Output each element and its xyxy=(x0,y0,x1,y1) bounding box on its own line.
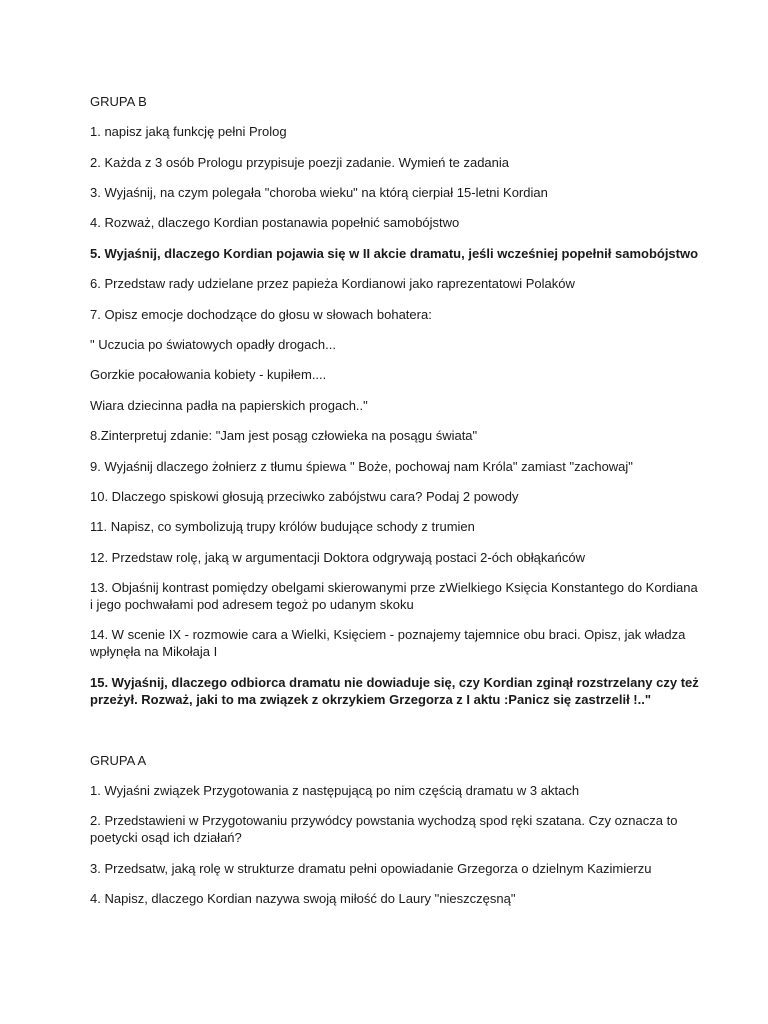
group-a-question-1: 1. Wyjaśni związek Przygotowania z następującą po nim częścią dramatu w 3 aktach xyxy=(90,783,580,798)
group-b-question-13-line-1: 13. Objaśnij kontrast pomiędzy obelgami skierowanymi prze zWielkiego Księcia Konstantego do Kordiana xyxy=(90,580,698,595)
group-b-question-9: 9. Wyjaśnij dlaczego żołnierz z tłumu śpiewa " Boże, pochowaj nam Króla" zamiast "zachowaj" xyxy=(90,459,633,474)
group-b-question-13-line-2: i jego pochwałami pod adresem tegoż po udanym skoku xyxy=(90,597,414,612)
group-a-heading: GRUPA A xyxy=(90,753,147,768)
group-b-question-2: 2. Każda z 3 osób Prologu przypisuje poezji zadanie. Wymień te zadania xyxy=(90,155,510,170)
group-b-question-12: 12. Przedstaw rolę, jaką w argumentacji Doktora odgrywają postaci 2-óch obłąkańców xyxy=(90,550,585,565)
group-b-question-11: 11. Napisz, co symbolizują trupy królów budujące schody z trumien xyxy=(90,519,475,534)
group-b-quote-line-1: " Uczucia po światowych opadły drogach... xyxy=(90,337,336,352)
group-b-question-6: 6. Przedstaw rady udzielane przez papieża Kordianowi jako raprezentatowi Polaków xyxy=(90,276,575,291)
group-b-quote-line-2: Gorzkie pocałowania kobiety - kupiłem.... xyxy=(90,367,327,382)
group-b-question-3: 3. Wyjaśnij, na czym polegała "choroba wieku" na którą cierpiał 15-letni Kordian xyxy=(90,185,548,200)
group-a-question-3: 3. Przedsatw, jaką rolę w strukturze dramatu pełni opowiadanie Grzegorza o dzielnym Kazimierzu xyxy=(90,861,652,876)
group-b-question-4: 4. Rozważ, dlaczego Kordian postanawia popełnić samobójstwo xyxy=(90,215,460,230)
group-b-question-15-line-2: przeżył. Rozważ, jaki to ma związek z okrzykiem Grzegorza z I aktu :Panicz się zastrzelił !.." xyxy=(90,692,652,707)
group-b-question-14-line-2: wpłynęła na Mikołaja I xyxy=(90,644,218,659)
group-b-quote-line-3: Wiara dziecinna padła na papierskich progach.." xyxy=(90,398,368,413)
group-a-question-2-line-1: 2. Przedstawieni w Przygotowaniu przywódcy powstania wychodzą spod ręki szatana. Czy oznacza to xyxy=(90,813,678,828)
group-b-question-8: 8.Zinterpretuj zdanie: "Jam jest posąg człowieka na posągu świata" xyxy=(90,428,478,443)
group-a-question-4: 4. Napisz, dlaczego Kordian nazywa swoją miłość do Laury "nieszczęsną" xyxy=(90,891,516,906)
group-b-question-5: 5. Wyjaśnij, dlaczego Kordian pojawia się w II akcie dramatu, jeśli wcześniej popełnił samobójstwo xyxy=(90,246,699,261)
group-b-question-10: 10. Dlaczego spiskowi głosują przeciwko zabójstwu cara? Podaj 2 powody xyxy=(90,489,519,504)
group-b-heading: GRUPA B xyxy=(90,94,147,109)
group-b-question-15-line-1: 15. Wyjaśnij, dlaczego odbiorca dramatu nie dowiaduje się, czy Kordian zginął rozstrzelany czy też xyxy=(90,675,699,690)
group-b-question-7: 7. Opisz emocje dochodzące do głosu w słowach bohatera: xyxy=(90,307,432,322)
group-a-question-2-line-2: poetycki osąd ich działań? xyxy=(90,830,242,845)
group-b-question-14-line-1: 14. W scenie IX - rozmowie cara a Wielki, Księciem - poznajemy tajemnice obu braci. Opisz, jak władza xyxy=(90,627,686,642)
group-b-question-1: 1. napisz jaką funkcję pełni Prolog xyxy=(90,124,287,139)
